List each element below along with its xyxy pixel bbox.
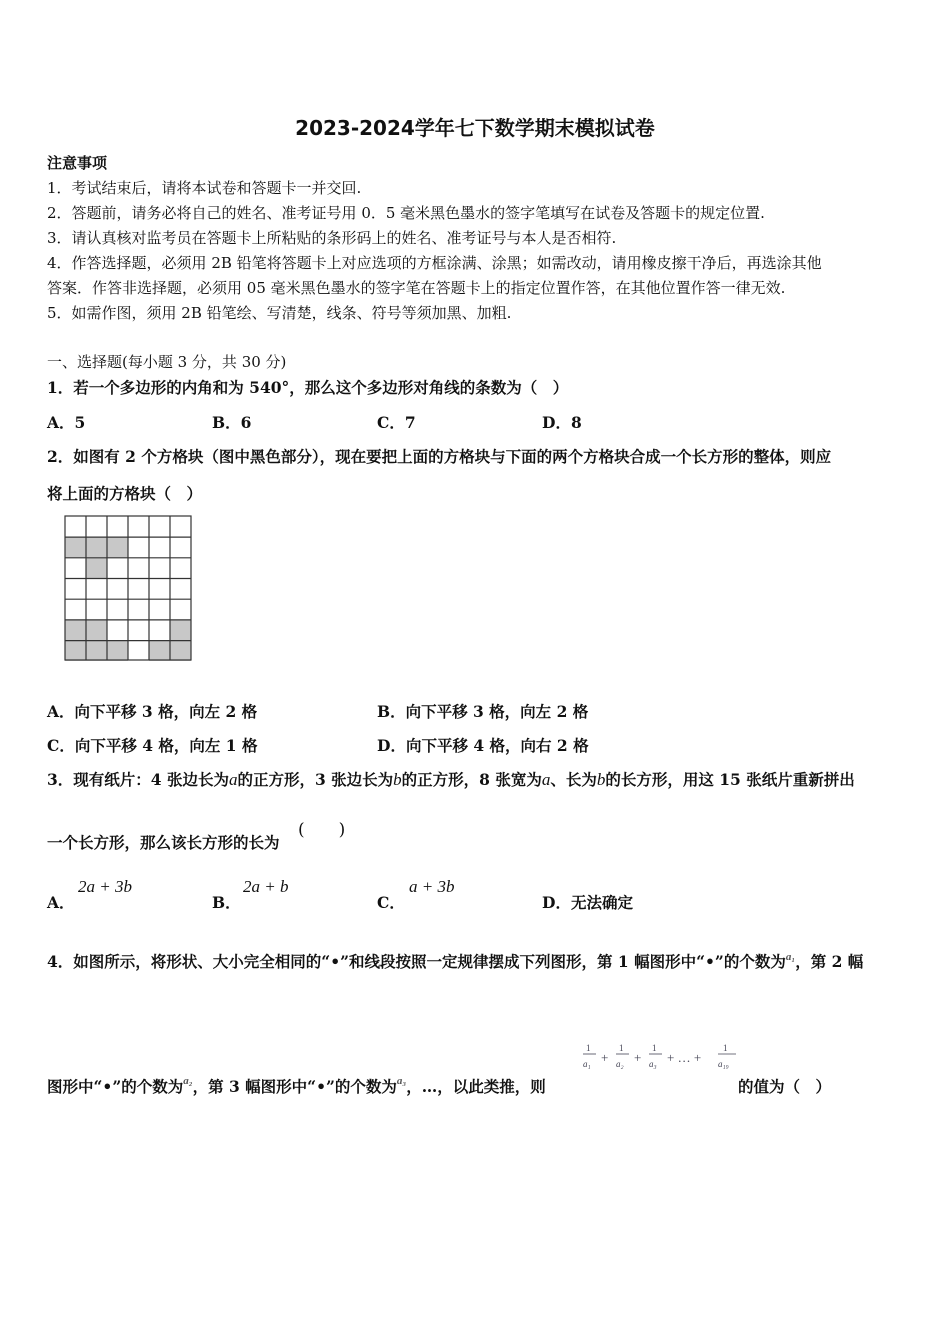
svg-text:a₃: a₃ (649, 1059, 657, 1069)
question-2-cont: 将上面的方格块（ ） (47, 484, 203, 503)
grid-figure (64, 515, 192, 661)
svg-text:1: 1 (723, 1043, 728, 1053)
shaded-cell (65, 620, 86, 641)
notice-item-1: 1．考试结束后，请将本试卷和答题卡一并交回. (47, 179, 362, 197)
q3-answer-paren: ( ) (298, 820, 346, 840)
var-a: a (541, 770, 551, 789)
var-a: a (228, 770, 238, 789)
var-b: b (596, 770, 606, 789)
q1-option-a: A．5 (47, 413, 86, 432)
q4-text-part: ，第 2 幅 (795, 952, 864, 971)
shaded-cell (65, 537, 86, 558)
section-heading: 一、选择题(每小题 3 分，共 30 分) (47, 353, 287, 371)
svg-text:1: 1 (652, 1043, 657, 1053)
svg-text:1: 1 (586, 1043, 591, 1053)
svg-text:a₁₉: a₁₉ (718, 1059, 729, 1069)
q3-option-a-label: A． (47, 893, 75, 912)
notice-item-2: 2．答题前，请务必将自己的姓名、准考证号用 0．5 毫米黑色墨水的签字笔填写在试卷及答题卡的规定位置. (47, 204, 765, 222)
q1-option-b: B．6 (212, 413, 252, 432)
notice-item-4-cont: 答案．作答非选择题，必须用 05 毫米黑色墨水的签字笔在答题卡上的指定位置作答，在其他位置作答一律无效. (47, 279, 786, 297)
shaded-cell (107, 537, 128, 558)
q3-option-c-math: a + 3b (409, 877, 455, 896)
grid-svg (64, 515, 192, 661)
q3-option-d: D．无法确定 (542, 893, 633, 912)
svg-text:+ … +: + … + (667, 1050, 702, 1065)
question-4-end: 的值为（ ） (738, 1077, 832, 1096)
q2-option-c: C．向下平移 4 格，向左 1 格 (47, 736, 258, 755)
shaded-cell (170, 641, 191, 661)
shaded-cell (86, 537, 107, 558)
q3-text-part: 的正方形，8 张宽为 (401, 770, 542, 789)
q2-option-b: B．向下平移 3 格，向左 2 格 (377, 702, 589, 721)
q4-text-part: ，第 3 幅图形中“•”的个数为 (192, 1077, 397, 1096)
notice-heading: 注意事项 (47, 154, 108, 172)
q4-text-part: 图形中“•”的个数为 (47, 1077, 184, 1096)
shaded-cell (65, 641, 86, 661)
shaded-cell (149, 641, 170, 661)
q1-option-d: D．8 (542, 413, 582, 432)
svg-text:1: 1 (619, 1043, 624, 1053)
sum-expression (582, 1040, 742, 1080)
notice-item-5: 5．如需作图，须用 2B 铅笔绘、写清楚，线条、符号等须加黑、加粗. (47, 304, 512, 322)
question-4 (47, 950, 863, 972)
shaded-cell (170, 620, 191, 641)
notice-item-4: 4．作答选择题，必须用 2B 铅笔将答题卡上对应选项的方框涂满、涂黑；如需改动，请用橡皮擦干净后，再选涂其他 (47, 254, 822, 272)
q3-option-c-label: C． (377, 893, 405, 912)
q2-option-a: A．向下平移 3 格，向左 2 格 (47, 702, 258, 721)
a1-symbol: a₁ (785, 951, 796, 963)
q4-text-part: ，…，以此类推，则 (406, 1077, 546, 1096)
a3-symbol: a₃ (396, 1075, 407, 1087)
q1-option-c: C．7 (377, 413, 416, 432)
q2-option-d: D．向下平移 4 格，向右 2 格 (377, 736, 589, 755)
page-title: 2023-2024学年七下数学期末模拟试卷 (295, 116, 655, 140)
var-b: b (393, 770, 402, 789)
sum-expression-svg (582, 1040, 742, 1076)
shaded-cell (86, 641, 107, 661)
notice-item-3: 3．请认真核对监考员在答题卡上所粘贴的条形码上的姓名、准考证号与本人是否相符. (47, 229, 617, 247)
svg-text:+: + (634, 1050, 642, 1065)
a2-symbol: a₂ (183, 1075, 193, 1087)
q3-option-a-math: 2a + 3b (78, 877, 132, 896)
q3-text-part: 3．现有纸片：4 张边长为 (47, 770, 229, 789)
svg-text:+: + (601, 1050, 609, 1065)
question-1: 1．若一个多边形的内角和为 540°，那么这个多边形对角线的条数为（ ） (47, 378, 569, 397)
q4-text-part: 4．如图所示，将形状、大小完全相同的“•”和线段按照一定规律摆成下列图形，第 1 幅图形中“•”的个数为 (47, 952, 786, 971)
question-4-cont (47, 1075, 546, 1097)
shaded-cell (86, 558, 107, 579)
svg-text:a₁: a₁ (583, 1059, 591, 1069)
q3-text-part: 的长方形，用这 15 张纸片重新拼出 (605, 770, 855, 789)
q3-text-part: 的正方形，3 张边长为 (237, 770, 394, 789)
q3-option-b-label: B． (212, 893, 241, 912)
question-3 (47, 768, 855, 790)
shaded-cell (107, 641, 128, 661)
q3-text-part: 、长为 (550, 770, 597, 789)
svg-text:a₂: a₂ (616, 1059, 624, 1069)
question-2: 2．如图有 2 个方格块（图中黑色部分），现在要把上面的方格块与下面的两个方格块合成一个长方形的整体，则应 (47, 447, 832, 466)
shaded-cell (86, 620, 107, 641)
q3-option-b-math: 2a + b (243, 877, 289, 896)
question-3-cont: 一个长方形，那么该长方形的长为 (47, 833, 280, 852)
